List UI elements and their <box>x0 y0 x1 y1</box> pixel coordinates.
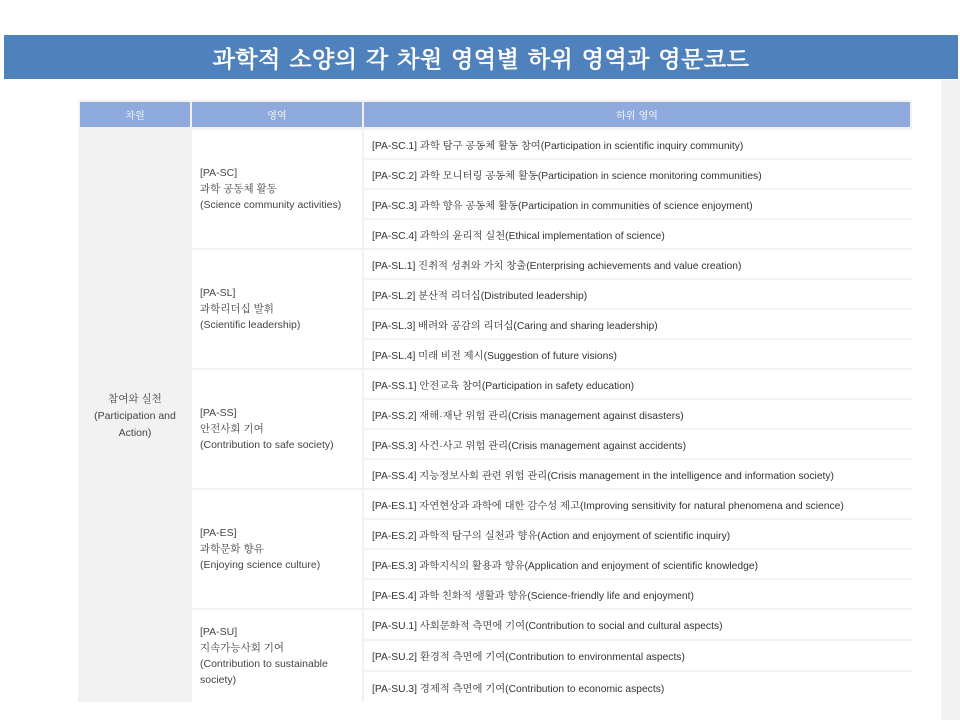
header-dimension: 차원 <box>80 102 190 127</box>
area-code: [PA-ES] <box>200 527 237 539</box>
area-name-ko: 과학문화 향유 <box>200 543 264 555</box>
area-name-en: (Scientific leadership) <box>200 319 301 331</box>
subarea-row: [PA-ES.4] 과학 친화적 생활과 향유(Science-friendly life and enjoyment) <box>364 580 912 608</box>
subarea-row: [PA-SL.2] 분산적 리더십(Distributed leadership) <box>364 280 912 308</box>
subarea-row: [PA-SS.4] 지능정보사회 관련 위험 관리(Crisis management in the intelligence and information society) <box>364 460 912 488</box>
dimension-en-line2: Action) <box>118 426 152 439</box>
subarea-row: [PA-SU.1] 사회문화적 측면에 기여(Contribution to social and cultural aspects) <box>364 610 912 639</box>
subarea-row: [PA-SC.2] 과학 모니터링 공동체 활동(Participation in science monitoring communities) <box>364 160 912 188</box>
subarea-row: [PA-SU.2] 환경적 측면에 기여(Contribution to environmental aspects) <box>364 641 912 670</box>
dimension-cell <box>80 130 190 702</box>
subarea-row: [PA-SU.3] 경제적 측면에 기여(Contribution to economic aspects) <box>364 672 912 702</box>
subarea-row: [PA-SL.3] 배려와 공감의 리더십(Caring and sharing leadership) <box>364 310 912 338</box>
area-cell-pa-sl <box>192 250 362 368</box>
subarea-row: [PA-SC.1] 과학 탐구 공동체 활동 참여(Participation in scientific inquiry community) <box>364 130 912 158</box>
area-cell-pa-ss <box>192 370 362 488</box>
area-name-ko: 안전사회 기여 <box>200 423 264 435</box>
subarea-row: [PA-ES.1] 자연현상과 과학에 대한 감수성 제고(Improving sensitivity for natural phenomena and science) <box>364 490 912 518</box>
area-name-en: (Contribution to safe society) <box>200 439 334 451</box>
area-code: [PA-SC] <box>200 167 238 179</box>
subarea-row: [PA-ES.2] 과학적 탐구의 실천과 향유(Action and enjoyment of scientific inquiry) <box>364 520 912 548</box>
header-area: 영역 <box>192 102 362 127</box>
area-name-en: (Contribution to sustainable <box>200 658 328 670</box>
area-name-ko: 지속가능사회 기여 <box>200 642 285 654</box>
area-name-en: (Science community activities) <box>200 199 342 211</box>
header-subarea: 하위 영역 <box>364 102 910 127</box>
area-name-ko: 과학 공동체 활동 <box>200 183 277 195</box>
subarea-row: [PA-SL.4] 미래 비전 제시(Suggestion of future visions) <box>364 340 912 368</box>
area-code: [PA-SS] <box>200 407 237 419</box>
subarea-row: [PA-SC.4] 과학의 윤리적 실천(Ethical implementation of science) <box>364 220 912 248</box>
area-name-en: (Enjoying science culture) <box>200 559 321 571</box>
area-name-ko: 과학리더십 발휘 <box>200 303 274 315</box>
subarea-row: [PA-SC.3] 과학 향유 공동체 활동(Participation in communities of science enjoyment) <box>364 190 912 218</box>
dimension-en-line1: (Participation and <box>94 409 176 422</box>
subarea-row: [PA-SS.2] 재해·재난 위험 관리(Crisis management against disasters) <box>364 400 912 428</box>
area-cell-pa-sc <box>192 130 362 248</box>
right-edge-strip <box>941 80 960 720</box>
area-cell-pa-es <box>192 490 362 608</box>
subarea-row: [PA-SS.3] 사건·사고 위험 관리(Crisis management against accidents) <box>364 430 912 458</box>
subarea-table <box>78 100 912 702</box>
area-cell-pa-su <box>192 610 362 702</box>
dimension-ko: 참여와 실천 <box>108 392 162 405</box>
subarea-row: [PA-SS.1] 안전교육 참여(Participation in safety education) <box>364 370 912 398</box>
subarea-row: [PA-ES.3] 과학지식의 활용과 향유(Application and enjoyment of scientific knowledge) <box>364 550 912 578</box>
area-name-en-line2: society) <box>200 674 237 686</box>
subarea-row: [PA-SL.1] 진취적 성취와 가치 창출(Enterprising achievements and value creation) <box>364 250 912 278</box>
area-code: [PA-SL] <box>200 287 236 299</box>
page-title: 과학적 소양의 각 차원 영역별 하위 영역과 영문코드 <box>4 35 958 79</box>
area-code: [PA-SU] <box>200 626 238 638</box>
